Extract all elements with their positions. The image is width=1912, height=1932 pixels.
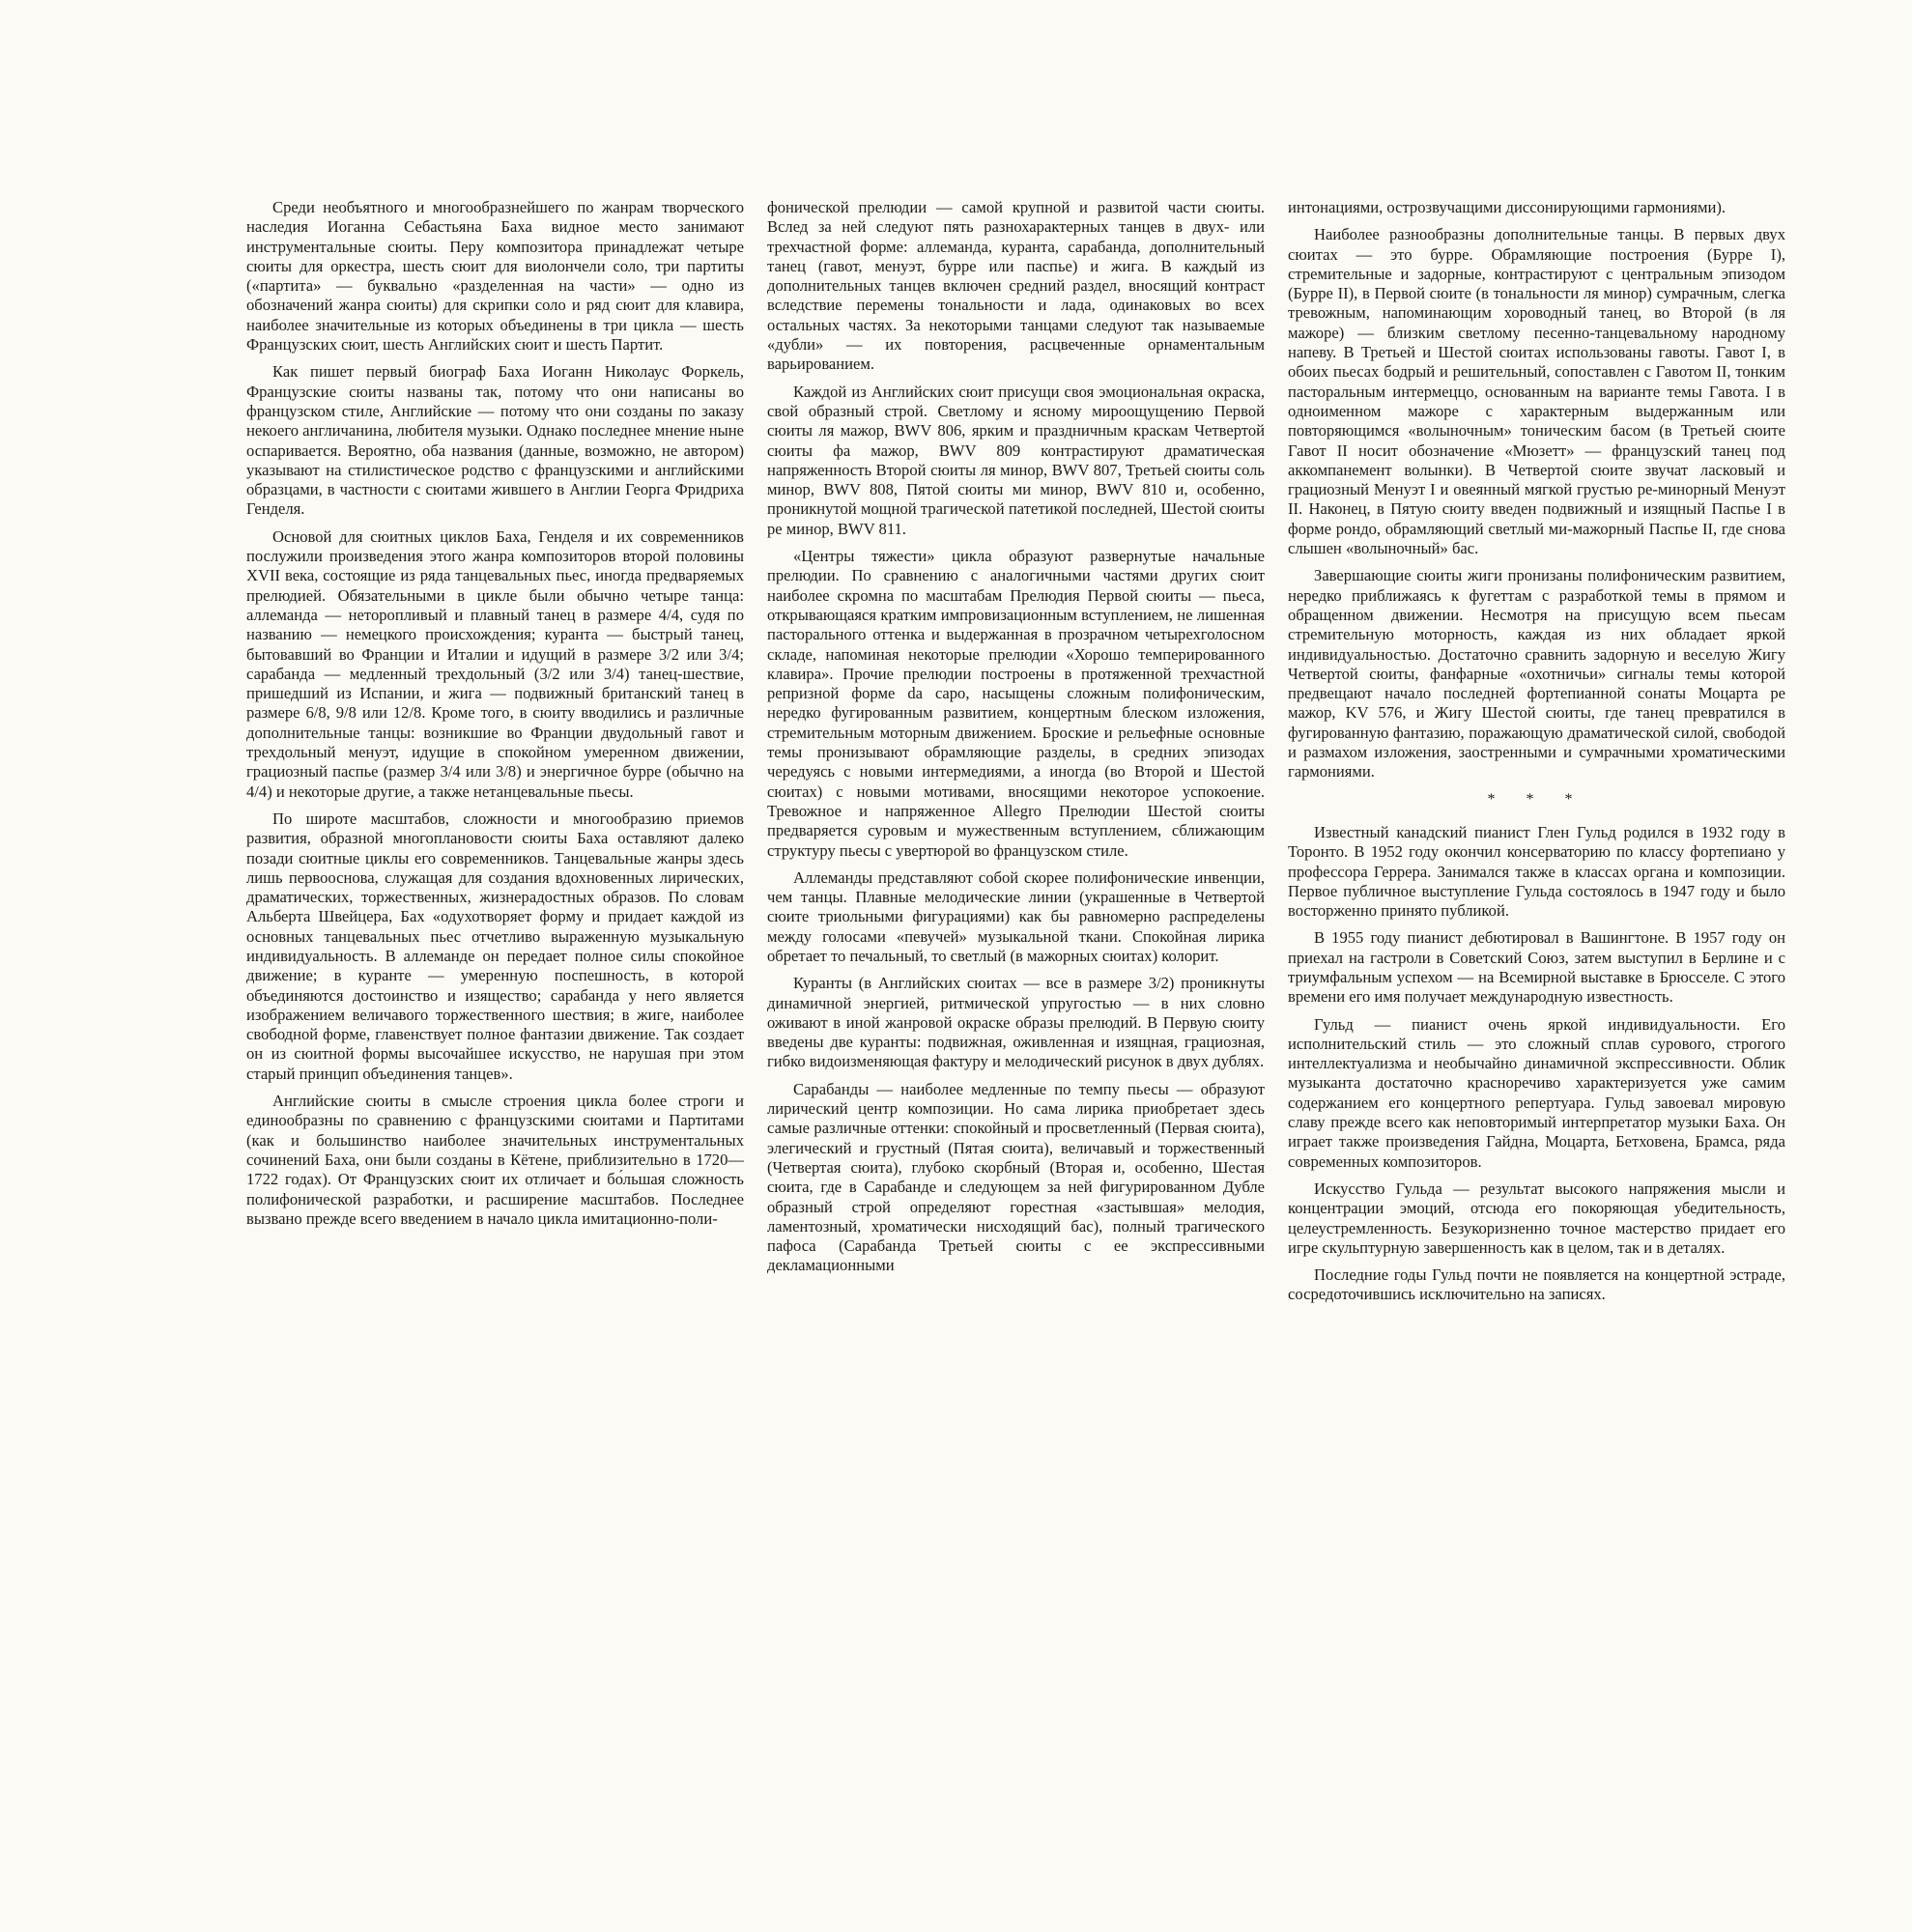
paragraph: Сарабанды — наиболее медленные по темпу пьесы — образуют лирический центр композиции. Но сама лирика приобретает здесь самые различные оттенки: спокойный и просветленный (Первая сюита), элегический и грустный (Пятая сюита), величавый и торжественный (Четвертая сюита), глубоко скорбный (Вторая и, особенно, Шестая сюита, где в Сарабанде и следующем за ней фигурированном Дубле образный строй определяют горестная «застывшая» мелодия, ламентозный, хроматически нисходящий бас), полный трагического пафоса (Сарабанда Третьей сюиты с ее экспрессивными декламационными <box>767 1079 1265 1275</box>
paragraph: Известный канадский пианист Глен Гульд родился в 1932 году в Торонто. В 1952 году окончил консерваторию по классу фортепиано у профессора Геррера. Занимался также в классах органа и композиции. Первое публичное выступление Гульда состоялось в 1947 году и было восторженно принято публикой. <box>1288 822 1785 921</box>
paragraph: Основой для сюитных циклов Баха, Генделя и их современников послужили произведения этого жанра композиторов второй половины XVII века, состоящие из ряда танцевальных пьес, иногда предваряемых прелюдией. Обязательными в цикле были обычно четыре танца: аллеманда — неторопливый и плавный танец в размере 4/4, судя по названию — немецкого происхождения; куранта — быстрый танец, бытовавший во Франции и Италии и идущий в размере 3/2 или 3/4; сарабанда — медленный трехдольный (3/2 или 3/4) танец-шествие, пришедший из Испании, и жига — подвижный британский танец в размере 6/8, 9/8 или 12/8. Кроме того, в сюиту вводились и различные дополнительные танцы: возникшие во Франции двудольный гавот и трехдольный менуэт, идущие в спокойном умеренном движении, грациозный паспье (размер 3/4 или 3/8) и энергичное бурре (обычно на 4/4) и некоторые другие, а также нетанцевальные пьесы. <box>246 526 744 801</box>
text-column-1 <box>246 198 744 1236</box>
paragraph: Последние годы Гульд почти не появляется на концертной эстраде, сосредоточившись исключительно на записях. <box>1288 1265 1785 1304</box>
paragraph-continued: фонической прелюдии — самой крупной и развитой части сюиты. Вслед за ней следуют пять разнохарактерных танцев в двух- или трехчастной форме: аллеманда, куранта, сарабанда, дополнительный танец (гавот, менуэт, бурре или паспье) и жига. В каждый из дополнительных танцев включен средний раздел, вносящий контраст вследствие перемены тональности и лада, одинаковых во всех остальных частях. За некоторыми танцами следуют так называемые «дубли» — их повторения, расцвеченные орнаментальным варьированием. <box>767 198 1265 374</box>
paragraph: Наиболее разнообразны дополнительные танцы. В первых двух сюитах — это бурре. Обрамляющие построения (Бурре I), стремительные и задорные, контрастируют с центральным эпизодом (Бурре II), в Первой сюите (в тональности ля минор) сумрачным, слегка тревожным, напоминающим хороводный танец, во Второй (в ля мажоре) — близким светлому песенно-танцевальному народному напеву. В Третьей и Шестой сюитах использованы гавоты. Гавот I, в обоих пьесах бодрый и решительный, сопоставлен с Гавотом II, тонким пасторальным интермеццо, основанным на варианте темы Гавота. I в одноименном мажоре с характерным выдержанным или повторяющимся «волыночным» тоническим басом (в Третьей сюите Гавот II носит обозначение «Мюзетт» — французский танец под аккомпанемент волынки). В Четвертой сюите звучат ласковый и грациозный Менуэт I и овеянный мягкой грустью ре-минорный Менуэт II. Наконец, в Пятую сюиту введен подвижный и изящный Паспье I в форме рондо, обрамляющий светлый ми-мажорный Паспье II, где снова слышен «волыночный» бас. <box>1288 225 1785 558</box>
paragraph: Аллеманды представляют собой скорее полифонические инвенции, чем танцы. Плавные мелодические линии (украшенные в Четвертой сюите триольными фигурациями) как бы равномерно распределены между голосами «певучей» музыкальной ткани. Спокойная лирика обретает то печальный, то светлый (в мажорных сюитах) колорит. <box>767 867 1265 965</box>
paragraph: Куранты (в Английских сюитах — все в размере 3/2) проникнуты динамичной энергией, ритмической упругостью — в них словно оживают в иной жанровой окраске образы прелюдий. В Первую сюиту введены две куранты: подвижная, оживленная и изящная, грациозная, гибко видоизменяющая фактуру и мелодический рисунок в двух дублях. <box>767 974 1265 1071</box>
paragraph: Гульд — пианист очень яркой индивидуальности. Его исполнительский стиль — это сложный сплав сурового, строгого интеллектуализма и необычайно динамичной экспрессивности. Облик музыканта достаточно красноречиво характеризуется уже самим содержанием его концертного репертуара. Гульд завоевал мировую славу прежде всего как неповторимый интерпретатор музыки Баха. Он играет также произведения Гайдна, Моцарта, Бетховена, Брамса, ряда современных композиторов. <box>1288 1014 1785 1171</box>
text-column-2 <box>767 198 1265 1284</box>
paragraph: Каждой из Английских сюит присущи своя эмоциональная окраска, свой образный строй. Светлому и ясному мироощущению Первой сюиты ля мажор, BWV 806, ярким и праздничным краскам Четвертой сюиты фа мажор, BWV 809 контрастируют драматическая напряженность Второй сюиты ля минор, BWV 807, Третьей сюиты соль минор, BWV 808, Пятой сюиты ми минор, BWV 810 и, особенно, проникнутой мощной трагической патетикой последней, Шестой сюиты ре минор, BWV 811. <box>767 382 1265 538</box>
paragraph: Искусство Гульда — результат высокого напряжения мысли и концентрации эмоций, отсюда его покоряющая убедительность, целеустремленность. Безукоризненно точное мастерство придает его игре скульптурную завершенность как в целом, так и в деталях. <box>1288 1179 1785 1257</box>
text-column-3 <box>1288 198 1785 1313</box>
paragraph-continued: интонациями, острозвучащими диссонирующими гармониями). <box>1288 198 1727 216</box>
paragraph: Английские сюиты в смысле строения цикла более строги и единообразны по сравнению с французскими сюитами и Партитами (как и большинство наиболее значительных инструментальных сочинений Баха, они были созданы в Кётене, приблизительно в 1720—1722 годах). От Французских сюит их отличает и бо́льшая сложность полифонической разработки, и расширение масштабов. Последнее вызвано прежде всего введением в начало цикла имитационно-поли- <box>246 1092 744 1228</box>
paragraph: Завершающие сюиты жиги пронизаны полифоническим развитием, нередко приближаясь к фугеттам с разработкой темы в прямом и обращенном движении. Несмотря на присущую всем пьесам стремительную моторность, каждая из них обладает яркой индивидуальностью. Достаточно сравнить задорную и веселую Жигу Четвертой сюиты, фанфарные «охотничьи» сигналы темы которой предвещают начало последней фортепианной сонаты Моцарта ре мажор, KV 576, и Жигу Шестой сюиты, где танец превратился в фугированную фантазию, поражающую драматической силой, свободой и размахом изложения, заостренными и сумрачными хроматическими гармониями. <box>1288 566 1785 781</box>
paragraph: В 1955 году пианист дебютировал в Вашингтоне. В 1957 году он приехал на гастроли в Советский Союз, затем выступил в Берлине и с триумфальным успехом — на Всемирной выставке в Брюсселе. С этого времени его имя получает международную известность. <box>1288 928 1785 1007</box>
paragraph: «Центры тяжести» цикла образуют развернутые начальные прелюдии. По сравнению с аналогичными частями других сюит наиболее скромна по масштабам Прелюдия Первой сюиты — пьеса, открывающаяся кратким импровизационным вступлением, не лишенная пасторального оттенка и выдержанная в прозрачном четырехголосном складе, напоминая некоторые прелюдии «Хорошо темперированного клавира». Прочие прелюдии построены в протяженной трехчастной репризной форме da capo, насыщены сложным полифоническим, нередко фугированным развитием, концертным блеском изложения, стремительным моторным движением. Броские и рельефные основные темы пронизывают обрамляющие разделы, в средних эпизодах чередуясь с новыми интермедиями, а иногда (во Второй и Шестой сюитах) с новыми мотивами, вносящими некоторое успокоение. Тревожное и напряженное Allegro Прелюдии Шестой сюиты предваряется суровым и мужественным вступлением, сближающим структуру пьесы с увертюрой во французском стиле. <box>767 547 1265 860</box>
section-separator: * * * <box>1487 790 1586 808</box>
paragraph: Среди необъятного и многообразнейшего по жанрам творческого наследия Иоганна Себастьяна Баха видное место занимают инструментальные сюиты. Перу композитора принадлежат четыре сюиты для оркестра, шесть сюит для виолончели соло, три партиты («партита» — буквально «разделенная на части» — одно из обозначений жанра сюиты) для скрипки соло и ряд сюит для клавира, наиболее значительные из которых объединены в три цикла — шесть Французских сюит, шесть Английских сюит и шесть Партит. <box>246 198 744 355</box>
paragraph: Как пишет первый биограф Баха Иоганн Николаус Форкель, Французские сюиты названы так, потому что они написаны во французском стиле, Английские — потому что они созданы по заказу некоего англичанина, любителя музыки. Однако последнее мнение ныне оспаривается. Вероятно, оба названия (данные, возможно, не автором) указывают на стилистическое родство с французскими и английскими образцами, в частности с сюитами жившего в Англии Георга Фридриха Генделя. <box>246 362 744 519</box>
paragraph: По широте масштабов, сложности и многообразию приемов развития, образной многоплановости сюиты Баха оставляют далеко позади сюитные циклы его современников. Танцевальные жанры здесь лишь первооснова, служащая для создания вдохновенных лирических, драматических, торжественных, жизнерадостных образов. По словам Альберта Швейцера, Бах «одухотворяет форму и придает каждой из основных танцевальных пьес отчетливо выраженную музыкальную индивидуальность. В аллеманде он передает полное силы спокойное движение; в куранте — умеренную поспешность, в которой объединяются достоинство и изящество; сарабанда у него является изображением величавого торжественного шествия; в жиге, наиболее свободной форме, главенствует полное фантазии движение. Так создает он из сюитной формы высочайшее искусство, не нарушая при этом старый принцип объединения танцев». <box>246 809 744 1083</box>
